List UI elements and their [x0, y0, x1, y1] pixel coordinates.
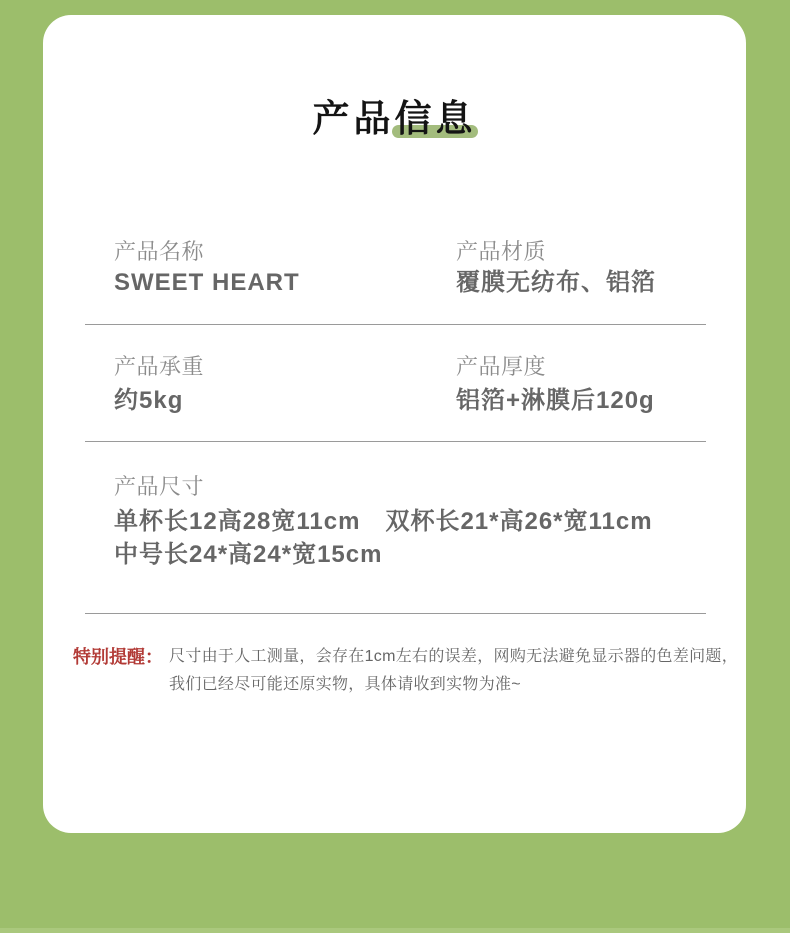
- product-size-line-1: 单杯长12高28宽11cm 双杯长21*高26*宽11cm: [114, 508, 653, 535]
- section-divider: [85, 613, 706, 614]
- section-divider: [85, 324, 706, 325]
- product-name-value: SWEET HEART: [114, 269, 300, 296]
- product-thickness-label: 产品厚度: [456, 354, 547, 379]
- product-thickness-value: 铝箔+淋膜后120g: [456, 387, 655, 414]
- product-size-line-2: 中号长24*高24*宽15cm: [114, 541, 383, 568]
- next-section-edge: [0, 928, 790, 933]
- special-reminder-label: 特别提醒：: [73, 647, 163, 667]
- page-title: 产品信息: [312, 98, 477, 139]
- section-divider: [85, 441, 706, 442]
- product-info-card: [43, 15, 746, 833]
- product-load-value: 约5kg: [114, 387, 184, 414]
- product-name-label: 产品名称: [114, 239, 205, 264]
- product-material-value: 覆膜无纺布、铝箔: [456, 269, 656, 296]
- product-load-label: 产品承重: [114, 354, 205, 379]
- special-reminder-line-2: 我们已经尽可能还原实物，具体请收到实物为准~: [169, 676, 521, 693]
- product-size-label: 产品尺寸: [114, 474, 205, 499]
- special-reminder-text: [169, 643, 739, 699]
- special-reminder-line-1: 尺寸由于人工测量，会存在1cm左右的误差，网购无法避免显示器的色差问题，: [169, 648, 739, 665]
- product-material-label: 产品材质: [456, 239, 547, 264]
